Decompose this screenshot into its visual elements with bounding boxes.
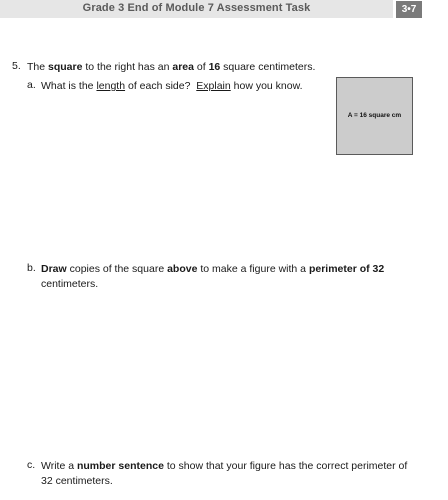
square-figure bbox=[336, 77, 413, 155]
part-b-segment: copies of the square bbox=[66, 263, 168, 275]
part-c-segment: to show that your figure has the correct perimeter of bbox=[163, 460, 408, 472]
part-b-bold-perimeter: perimeter of 32 bbox=[308, 263, 385, 275]
part-b-letter: b. bbox=[27, 262, 36, 274]
square-area-label: A = 16 square cm bbox=[347, 112, 402, 119]
part-b-bold-above: above bbox=[167, 263, 198, 275]
stem-text: of bbox=[193, 61, 209, 73]
stem-text: to the right has an bbox=[82, 61, 173, 73]
part-b-text-line2: centimeters. bbox=[41, 278, 99, 290]
part-b-segment: to make a figure with a bbox=[197, 263, 309, 275]
part-a-segment: of each side? bbox=[125, 80, 197, 92]
part-c-text-line1 bbox=[41, 459, 407, 473]
part-a-letter: a. bbox=[27, 79, 36, 91]
part-c-text-line2: 32 centimeters. bbox=[41, 475, 113, 487]
part-b-text-line1 bbox=[41, 262, 384, 276]
stem-text: square centimeters. bbox=[220, 61, 316, 73]
part-b-bold-draw: Draw bbox=[41, 263, 67, 275]
question-stem bbox=[27, 60, 315, 74]
stem-text: The bbox=[27, 61, 49, 73]
page-title: Grade 3 End of Module 7 Assessment Task bbox=[82, 2, 311, 14]
part-c-segment: Write a bbox=[41, 460, 77, 472]
stem-bold-area: area bbox=[172, 61, 194, 73]
part-a-underlined-length: length bbox=[96, 80, 126, 92]
stem-bold-16: 16 bbox=[208, 61, 221, 73]
part-a-segment: What is the bbox=[41, 80, 97, 92]
part-a-segment: how you know. bbox=[230, 80, 303, 92]
module-badge: 3•7 bbox=[396, 1, 422, 18]
part-a-underlined-explain: Explain bbox=[196, 80, 231, 92]
part-c-letter: c. bbox=[27, 459, 36, 471]
stem-bold-square: square bbox=[48, 61, 83, 73]
part-c-bold-number-sentence: number sentence bbox=[76, 460, 164, 472]
part-a-text bbox=[41, 79, 303, 93]
question-number: 5. bbox=[12, 60, 21, 72]
